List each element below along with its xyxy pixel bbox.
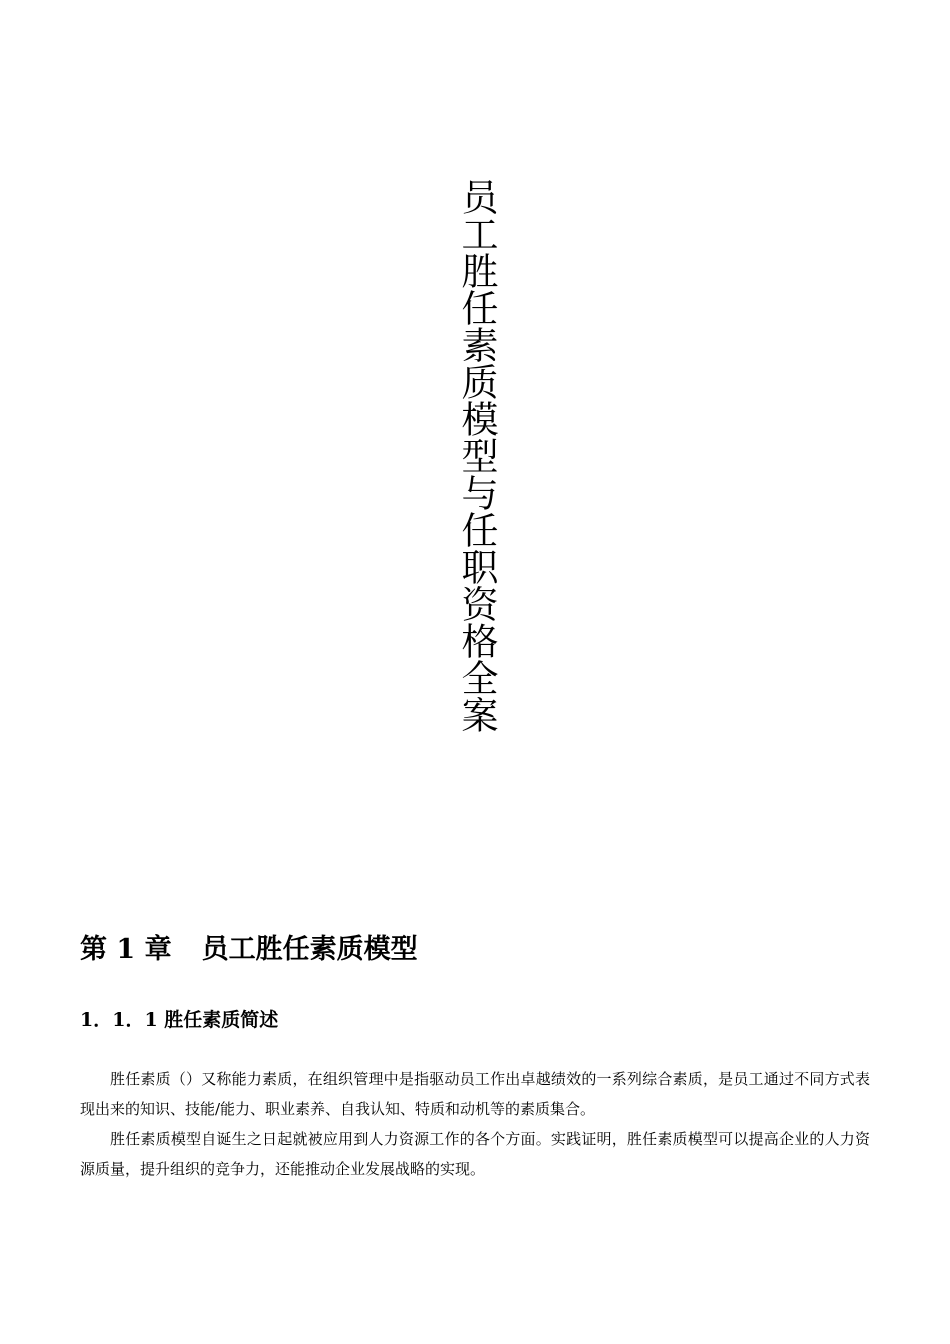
paragraph: 胜任素质（）又称能力素质，在组织管理中是指驱动员工作出卓越绩效的一系列综合素质，是员工通过不同方式表现出来的知识、技能/能力、职业素养、自我认知、特质和动机等的素质集合。 (80, 1070, 870, 1118)
paragraph: 胜任素质模型自诞生之日起就被应用到人力资源工作的各个方面。实践证明，胜任素质模型可以提高企业的人力资源质量，提升组织的竞争力，还能推动企业发展战略的实现。 (80, 1130, 870, 1178)
chapter-heading (80, 930, 418, 970)
document-title: 员工胜任素质模型与任职资格全案 (455, 178, 498, 733)
chapter-title: 员工胜任素质模型 (201, 934, 418, 965)
chapter-number: 第 1 章 (80, 934, 172, 965)
section-heading: 1．1．1 胜任素质简述 (80, 1009, 279, 1031)
body-text (80, 1064, 870, 1184)
